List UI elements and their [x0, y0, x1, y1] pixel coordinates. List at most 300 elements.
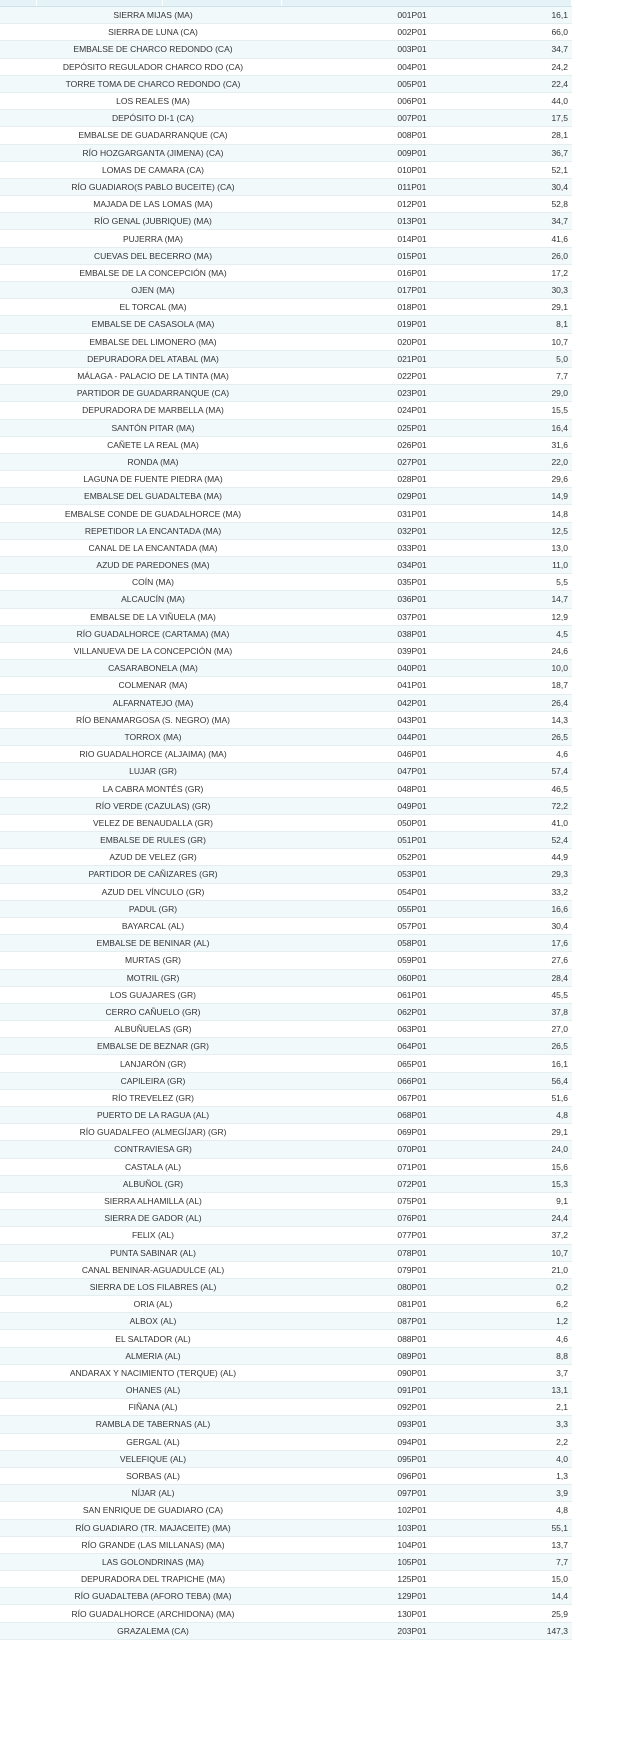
table-row	[0, 608, 572, 625]
rainfall-value-cell: 14,4	[518, 1588, 572, 1605]
station-code-cell: 055P01	[306, 900, 518, 917]
station-code-cell: 062P01	[306, 1003, 518, 1020]
rainfall-value-cell: 31,6	[518, 436, 572, 453]
table-row	[0, 1038, 572, 1055]
station-code-cell: 075P01	[306, 1192, 518, 1209]
station-code-cell: 004P01	[306, 58, 518, 75]
rainfall-value-cell: 30,4	[518, 917, 572, 934]
rainfall-value-cell: 27,0	[518, 1021, 572, 1038]
rainfall-value-cell: 30,3	[518, 282, 572, 299]
station-code-cell: 017P01	[306, 282, 518, 299]
station-name-cell: LOMAS DE CAMARA (CA)	[0, 161, 306, 178]
station-code-cell: 052P01	[306, 849, 518, 866]
station-name-cell: RÍO GENAL (JUBRIQUE) (MA)	[0, 213, 306, 230]
rainfall-value-cell: 27,6	[518, 952, 572, 969]
table-row	[0, 1244, 572, 1261]
station-name-cell: PUNTA SABINAR (AL)	[0, 1244, 306, 1261]
table-row	[0, 900, 572, 917]
station-name-cell: RÍO GUADALHORCE (CARTAMA) (MA)	[0, 625, 306, 642]
table-row	[0, 591, 572, 608]
station-code-cell: 053P01	[306, 866, 518, 883]
station-name-cell: RÍO GUADIARO (TR. MAJACEITE) (MA)	[0, 1519, 306, 1536]
rainfall-value-cell: 12,9	[518, 608, 572, 625]
station-name-cell: ALBUÑOL (GR)	[0, 1175, 306, 1192]
table-row	[0, 1175, 572, 1192]
station-name-cell: PARTIDOR DE CAÑIZARES (GR)	[0, 866, 306, 883]
rainfall-value-cell: 7,7	[518, 367, 572, 384]
table-row	[0, 1021, 572, 1038]
station-name-cell: ORIA (AL)	[0, 1296, 306, 1313]
station-code-cell: 034P01	[306, 557, 518, 574]
station-code-cell: 094P01	[306, 1433, 518, 1450]
rainfall-value-cell: 34,7	[518, 41, 572, 58]
station-name-cell: RÍO VERDE (CAZULAS) (GR)	[0, 797, 306, 814]
table-row	[0, 75, 572, 92]
table-row	[0, 849, 572, 866]
station-name-cell: TORRE TOMA DE CHARCO REDONDO (CA)	[0, 75, 306, 92]
rainfall-value-cell: 24,4	[518, 1210, 572, 1227]
station-code-cell: 129P01	[306, 1588, 518, 1605]
station-code-cell: 040P01	[306, 660, 518, 677]
rainfall-value-cell: 26,0	[518, 247, 572, 264]
rainfall-value-cell: 2,1	[518, 1399, 572, 1416]
table-row	[0, 1416, 572, 1433]
rainfall-value-cell: 1,2	[518, 1313, 572, 1330]
station-code-cell: 043P01	[306, 711, 518, 728]
rainfall-value-cell: 45,5	[518, 986, 572, 1003]
rainfall-value-cell: 10,7	[518, 333, 572, 350]
station-name-cell: EMBALSE DE BENINAR (AL)	[0, 935, 306, 952]
station-code-cell: 076P01	[306, 1210, 518, 1227]
rainfall-value-cell: 7,7	[518, 1553, 572, 1570]
table-row	[0, 1485, 572, 1502]
table-row	[0, 1192, 572, 1209]
station-code-cell: 016P01	[306, 264, 518, 281]
table-row	[0, 144, 572, 161]
station-code-cell: 097P01	[306, 1485, 518, 1502]
station-name-cell: GRAZALEMA (CA)	[0, 1622, 306, 1639]
rainfall-value-cell: 16,1	[518, 1055, 572, 1072]
station-code-cell: 010P01	[306, 161, 518, 178]
table-row	[0, 1588, 572, 1605]
table-row	[0, 505, 572, 522]
station-name-cell: SIERRA MIJAS (MA)	[0, 7, 306, 24]
station-code-cell: 070P01	[306, 1141, 518, 1158]
table-row	[0, 1330, 572, 1347]
table-row	[0, 763, 572, 780]
table-row	[0, 1089, 572, 1106]
station-code-cell: 054P01	[306, 883, 518, 900]
station-name-cell: ALBOX (AL)	[0, 1313, 306, 1330]
table-row	[0, 814, 572, 831]
station-name-cell: CONTRAVIESA GR)	[0, 1141, 306, 1158]
station-name-cell: MÁLAGA - PALACIO DE LA TINTA (MA)	[0, 367, 306, 384]
table-body	[0, 7, 572, 1639]
rainfall-value-cell: 57,4	[518, 763, 572, 780]
rainfall-value-cell: 13,1	[518, 1382, 572, 1399]
station-name-cell: EMBALSE DE CHARCO REDONDO (CA)	[0, 41, 306, 58]
station-name-cell: AZUD DEL VÍNCULO (GR)	[0, 883, 306, 900]
rainfall-value-cell: 12,5	[518, 522, 572, 539]
table-row	[0, 1055, 572, 1072]
rainfall-value-cell: 9,1	[518, 1192, 572, 1209]
table-row	[0, 1622, 572, 1639]
station-code-cell: 029P01	[306, 488, 518, 505]
station-name-cell: CERRO CAÑUELO (GR)	[0, 1003, 306, 1020]
rainfall-value-cell: 26,5	[518, 1038, 572, 1055]
rainfall-value-cell: 15,5	[518, 402, 572, 419]
station-code-cell: 041P01	[306, 677, 518, 694]
station-name-cell: ALFARNATEJO (MA)	[0, 694, 306, 711]
table-row	[0, 247, 572, 264]
station-code-cell: 089P01	[306, 1347, 518, 1364]
station-code-cell: 038P01	[306, 625, 518, 642]
table-row	[0, 866, 572, 883]
station-name-cell: DEPURADORA DEL TRAPICHE (MA)	[0, 1571, 306, 1588]
station-name-cell: REPETIDOR LA ENCANTADA (MA)	[0, 522, 306, 539]
rainfall-table	[0, 7, 572, 1640]
station-code-cell: 061P01	[306, 986, 518, 1003]
station-code-cell: 080P01	[306, 1278, 518, 1295]
station-code-cell: 026P01	[306, 436, 518, 453]
station-name-cell: MURTAS (GR)	[0, 952, 306, 969]
rainfall-value-cell: 41,0	[518, 814, 572, 831]
station-name-cell: VILLANUEVA DE LA CONCEPCIÓN (MA)	[0, 642, 306, 659]
table-row	[0, 453, 572, 470]
station-code-cell: 051P01	[306, 832, 518, 849]
table-row	[0, 522, 572, 539]
station-name-cell: LA CABRA MONTÉS (GR)	[0, 780, 306, 797]
station-code-cell: 025P01	[306, 419, 518, 436]
table-row	[0, 264, 572, 281]
table-row	[0, 1571, 572, 1588]
station-name-cell: EL SALTADOR (AL)	[0, 1330, 306, 1347]
table-row	[0, 694, 572, 711]
station-name-cell: SAN ENRIQUE DE GUADIARO (CA)	[0, 1502, 306, 1519]
rainfall-value-cell: 15,6	[518, 1158, 572, 1175]
rainfall-value-cell: 1,3	[518, 1467, 572, 1484]
rainfall-value-cell: 37,2	[518, 1227, 572, 1244]
station-code-cell: 039P01	[306, 642, 518, 659]
station-code-cell: 032P01	[306, 522, 518, 539]
table-row	[0, 1536, 572, 1553]
rainfall-value-cell: 29,6	[518, 471, 572, 488]
station-name-cell: FELIX (AL)	[0, 1227, 306, 1244]
table-row	[0, 92, 572, 109]
station-name-cell: FIÑANA (AL)	[0, 1399, 306, 1416]
station-name-cell: SIERRA DE LUNA (CA)	[0, 24, 306, 41]
station-code-cell: 096P01	[306, 1467, 518, 1484]
rainfall-value-cell: 34,7	[518, 213, 572, 230]
station-name-cell: TORROX (MA)	[0, 728, 306, 745]
table-row	[0, 1519, 572, 1536]
rainfall-value-cell: 66,0	[518, 24, 572, 41]
station-name-cell: OJEN (MA)	[0, 282, 306, 299]
station-name-cell: MOTRIL (GR)	[0, 969, 306, 986]
table-row	[0, 1141, 572, 1158]
station-code-cell: 068P01	[306, 1107, 518, 1124]
rainfall-value-cell: 147,3	[518, 1622, 572, 1639]
table-row	[0, 557, 572, 574]
rainfall-value-cell: 15,3	[518, 1175, 572, 1192]
table-row	[0, 1124, 572, 1141]
station-name-cell: EMBALSE DE CASASOLA (MA)	[0, 316, 306, 333]
table-row	[0, 1210, 572, 1227]
table-row	[0, 969, 572, 986]
station-name-cell: COÍN (MA)	[0, 574, 306, 591]
station-code-cell: 125P01	[306, 1571, 518, 1588]
station-code-cell: 072P01	[306, 1175, 518, 1192]
station-name-cell: SORBAS (AL)	[0, 1467, 306, 1484]
station-name-cell: PUERTO DE LA RAGUA (AL)	[0, 1107, 306, 1124]
table-row	[0, 797, 572, 814]
table-row	[0, 178, 572, 195]
station-code-cell: 087P01	[306, 1313, 518, 1330]
station-name-cell: AZUD DE PAREDONES (MA)	[0, 557, 306, 574]
header-cell	[163, 0, 282, 6]
station-code-cell: 077P01	[306, 1227, 518, 1244]
table-row	[0, 127, 572, 144]
station-code-cell: 024P01	[306, 402, 518, 419]
table-row	[0, 161, 572, 178]
table-row	[0, 935, 572, 952]
station-name-cell: CUEVAS DEL BECERRO (MA)	[0, 247, 306, 264]
rainfall-value-cell: 52,1	[518, 161, 572, 178]
rainfall-value-cell: 4,8	[518, 1107, 572, 1124]
rainfall-value-cell: 14,7	[518, 591, 572, 608]
station-name-cell: DEPURADORA DE MARBELLA (MA)	[0, 402, 306, 419]
rainfall-value-cell: 8,1	[518, 316, 572, 333]
station-code-cell: 060P01	[306, 969, 518, 986]
station-code-cell: 064P01	[306, 1038, 518, 1055]
rainfall-value-cell: 4,6	[518, 746, 572, 763]
station-code-cell: 006P01	[306, 92, 518, 109]
rainfall-value-cell: 14,9	[518, 488, 572, 505]
station-code-cell: 015P01	[306, 247, 518, 264]
rainfall-value-cell: 16,6	[518, 900, 572, 917]
table-row	[0, 1003, 572, 1020]
table-row	[0, 1227, 572, 1244]
rainfall-value-cell: 44,9	[518, 849, 572, 866]
rainfall-value-cell: 13,0	[518, 539, 572, 556]
station-name-cell: EL TORCAL (MA)	[0, 299, 306, 316]
table-row	[0, 986, 572, 1003]
rainfall-value-cell: 26,5	[518, 728, 572, 745]
station-code-cell: 081P01	[306, 1296, 518, 1313]
station-code-cell: 049P01	[306, 797, 518, 814]
station-name-cell: RÍO GUADALHORCE (ARCHIDONA) (MA)	[0, 1605, 306, 1622]
rainfall-value-cell: 46,5	[518, 780, 572, 797]
header-cell	[0, 0, 37, 6]
rainfall-value-cell: 36,7	[518, 144, 572, 161]
station-code-cell: 033P01	[306, 539, 518, 556]
rainfall-value-cell: 4,8	[518, 1502, 572, 1519]
station-code-cell: 027P01	[306, 453, 518, 470]
table-row	[0, 1450, 572, 1467]
station-name-cell: ALCAUCÍN (MA)	[0, 591, 306, 608]
station-name-cell: EMBALSE DE RULES (GR)	[0, 832, 306, 849]
station-code-cell: 007P01	[306, 110, 518, 127]
rainfall-value-cell: 41,6	[518, 230, 572, 247]
rainfall-value-cell: 15,0	[518, 1571, 572, 1588]
station-name-cell: BAYARCAL (AL)	[0, 917, 306, 934]
rainfall-value-cell: 16,1	[518, 7, 572, 24]
rainfall-value-cell: 24,6	[518, 642, 572, 659]
station-code-cell: 092P01	[306, 1399, 518, 1416]
table-row	[0, 574, 572, 591]
table-header-strip	[0, 0, 572, 7]
station-name-cell: RAMBLA DE TABERNAS (AL)	[0, 1416, 306, 1433]
table-row	[0, 1382, 572, 1399]
station-code-cell: 020P01	[306, 333, 518, 350]
table-row	[0, 780, 572, 797]
table-row	[0, 832, 572, 849]
station-name-cell: LAS GOLONDRINAS (MA)	[0, 1553, 306, 1570]
table-row	[0, 711, 572, 728]
station-code-cell: 023P01	[306, 385, 518, 402]
station-code-cell: 035P01	[306, 574, 518, 591]
rainfall-value-cell: 18,7	[518, 677, 572, 694]
rainfall-value-cell: 24,0	[518, 1141, 572, 1158]
station-code-cell: 047P01	[306, 763, 518, 780]
table-row	[0, 1399, 572, 1416]
rainfall-value-cell: 3,9	[518, 1485, 572, 1502]
station-code-cell: 044P01	[306, 728, 518, 745]
station-name-cell: PUJERRA (MA)	[0, 230, 306, 247]
station-code-cell: 002P01	[306, 24, 518, 41]
table-row	[0, 1605, 572, 1622]
rainfall-value-cell: 56,4	[518, 1072, 572, 1089]
station-code-cell: 104P01	[306, 1536, 518, 1553]
rainfall-value-cell: 3,7	[518, 1364, 572, 1381]
station-name-cell: RÍO GUADALTEBA (AFORO TEBA) (MA)	[0, 1588, 306, 1605]
table-row	[0, 213, 572, 230]
rainfall-value-cell: 33,2	[518, 883, 572, 900]
rainfall-value-cell: 4,6	[518, 1330, 572, 1347]
station-code-cell: 001P01	[306, 7, 518, 24]
table-row	[0, 7, 572, 24]
station-name-cell: ALMERIA (AL)	[0, 1347, 306, 1364]
table-row	[0, 746, 572, 763]
rainfall-value-cell: 29,1	[518, 299, 572, 316]
table-row	[0, 952, 572, 969]
rainfall-value-cell: 10,0	[518, 660, 572, 677]
station-name-cell: VELEZ DE BENAUDALLA (GR)	[0, 814, 306, 831]
rainfall-value-cell: 22,0	[518, 453, 572, 470]
station-code-cell: 105P01	[306, 1553, 518, 1570]
rainfall-value-cell: 14,8	[518, 505, 572, 522]
station-code-cell: 130P01	[306, 1605, 518, 1622]
table-row	[0, 1433, 572, 1450]
table-row	[0, 58, 572, 75]
station-name-cell: EMBALSE DE BEZNAR (GR)	[0, 1038, 306, 1055]
station-code-cell: 058P01	[306, 935, 518, 952]
station-code-cell: 091P01	[306, 1382, 518, 1399]
station-name-cell: LAGUNA DE FUENTE PIEDRA (MA)	[0, 471, 306, 488]
table-row	[0, 350, 572, 367]
rainfall-value-cell: 11,0	[518, 557, 572, 574]
table-row	[0, 883, 572, 900]
table-row	[0, 282, 572, 299]
rainfall-value-cell: 8,8	[518, 1347, 572, 1364]
table-row	[0, 539, 572, 556]
station-name-cell: RÍO GUADALFEO (ALMEGÍJAR) (GR)	[0, 1124, 306, 1141]
station-name-cell: RÍO GUADIARO(S PABLO BUCEITE) (CA)	[0, 178, 306, 195]
station-code-cell: 018P01	[306, 299, 518, 316]
table-row	[0, 1347, 572, 1364]
rainfall-value-cell: 55,1	[518, 1519, 572, 1536]
table-row	[0, 728, 572, 745]
station-name-cell: LANJARÓN (GR)	[0, 1055, 306, 1072]
station-code-cell: 031P01	[306, 505, 518, 522]
station-name-cell: CANAL BENINAR-AGUADULCE (AL)	[0, 1261, 306, 1278]
table-row	[0, 625, 572, 642]
rainfall-value-cell: 44,0	[518, 92, 572, 109]
table-row	[0, 642, 572, 659]
table-row	[0, 299, 572, 316]
station-name-cell: RÍO BENAMARGOSA (S. NEGRO) (MA)	[0, 711, 306, 728]
station-name-cell: DEPURADORA DEL ATABAL (MA)	[0, 350, 306, 367]
rainfall-value-cell: 28,4	[518, 969, 572, 986]
table-row	[0, 436, 572, 453]
station-code-cell: 057P01	[306, 917, 518, 934]
rainfall-value-cell: 16,4	[518, 419, 572, 436]
station-name-cell: EMBALSE DE LA CONCEPCIÓN (MA)	[0, 264, 306, 281]
station-name-cell: CANAL DE LA ENCANTADA (MA)	[0, 539, 306, 556]
rainfall-value-cell: 26,4	[518, 694, 572, 711]
station-code-cell: 011P01	[306, 178, 518, 195]
rainfall-value-cell: 28,1	[518, 127, 572, 144]
station-code-cell: 021P01	[306, 350, 518, 367]
station-name-cell: SIERRA DE GADOR (AL)	[0, 1210, 306, 1227]
station-name-cell: SIERRA ALHAMILLA (AL)	[0, 1192, 306, 1209]
station-code-cell: 065P01	[306, 1055, 518, 1072]
table-row	[0, 917, 572, 934]
station-code-cell: 067P01	[306, 1089, 518, 1106]
table-row	[0, 471, 572, 488]
table-row	[0, 230, 572, 247]
table-row	[0, 1261, 572, 1278]
rainfall-value-cell: 10,7	[518, 1244, 572, 1261]
rainfall-value-cell: 29,0	[518, 385, 572, 402]
station-code-cell: 003P01	[306, 41, 518, 58]
table-row	[0, 419, 572, 436]
station-code-cell: 059P01	[306, 952, 518, 969]
station-name-cell: LOS REALES (MA)	[0, 92, 306, 109]
rainfall-value-cell: 17,5	[518, 110, 572, 127]
table-row	[0, 677, 572, 694]
rainfall-value-cell: 25,9	[518, 1605, 572, 1622]
table-row	[0, 316, 572, 333]
rainfall-value-cell: 2,2	[518, 1433, 572, 1450]
rainfall-value-cell: 5,0	[518, 350, 572, 367]
table-row	[0, 1072, 572, 1089]
station-name-cell: EMBALSE CONDE DE GUADALHORCE (MA)	[0, 505, 306, 522]
table-row	[0, 488, 572, 505]
rainfall-value-cell: 22,4	[518, 75, 572, 92]
table-row	[0, 333, 572, 350]
rainfall-value-cell: 3,3	[518, 1416, 572, 1433]
rainfall-value-cell: 13,7	[518, 1536, 572, 1553]
station-code-cell: 050P01	[306, 814, 518, 831]
station-code-cell: 009P01	[306, 144, 518, 161]
station-name-cell: VELEFIQUE (AL)	[0, 1450, 306, 1467]
table-row	[0, 402, 572, 419]
station-code-cell: 013P01	[306, 213, 518, 230]
station-name-cell: NÍJAR (AL)	[0, 1485, 306, 1502]
station-code-cell: 048P01	[306, 780, 518, 797]
table-row	[0, 41, 572, 58]
